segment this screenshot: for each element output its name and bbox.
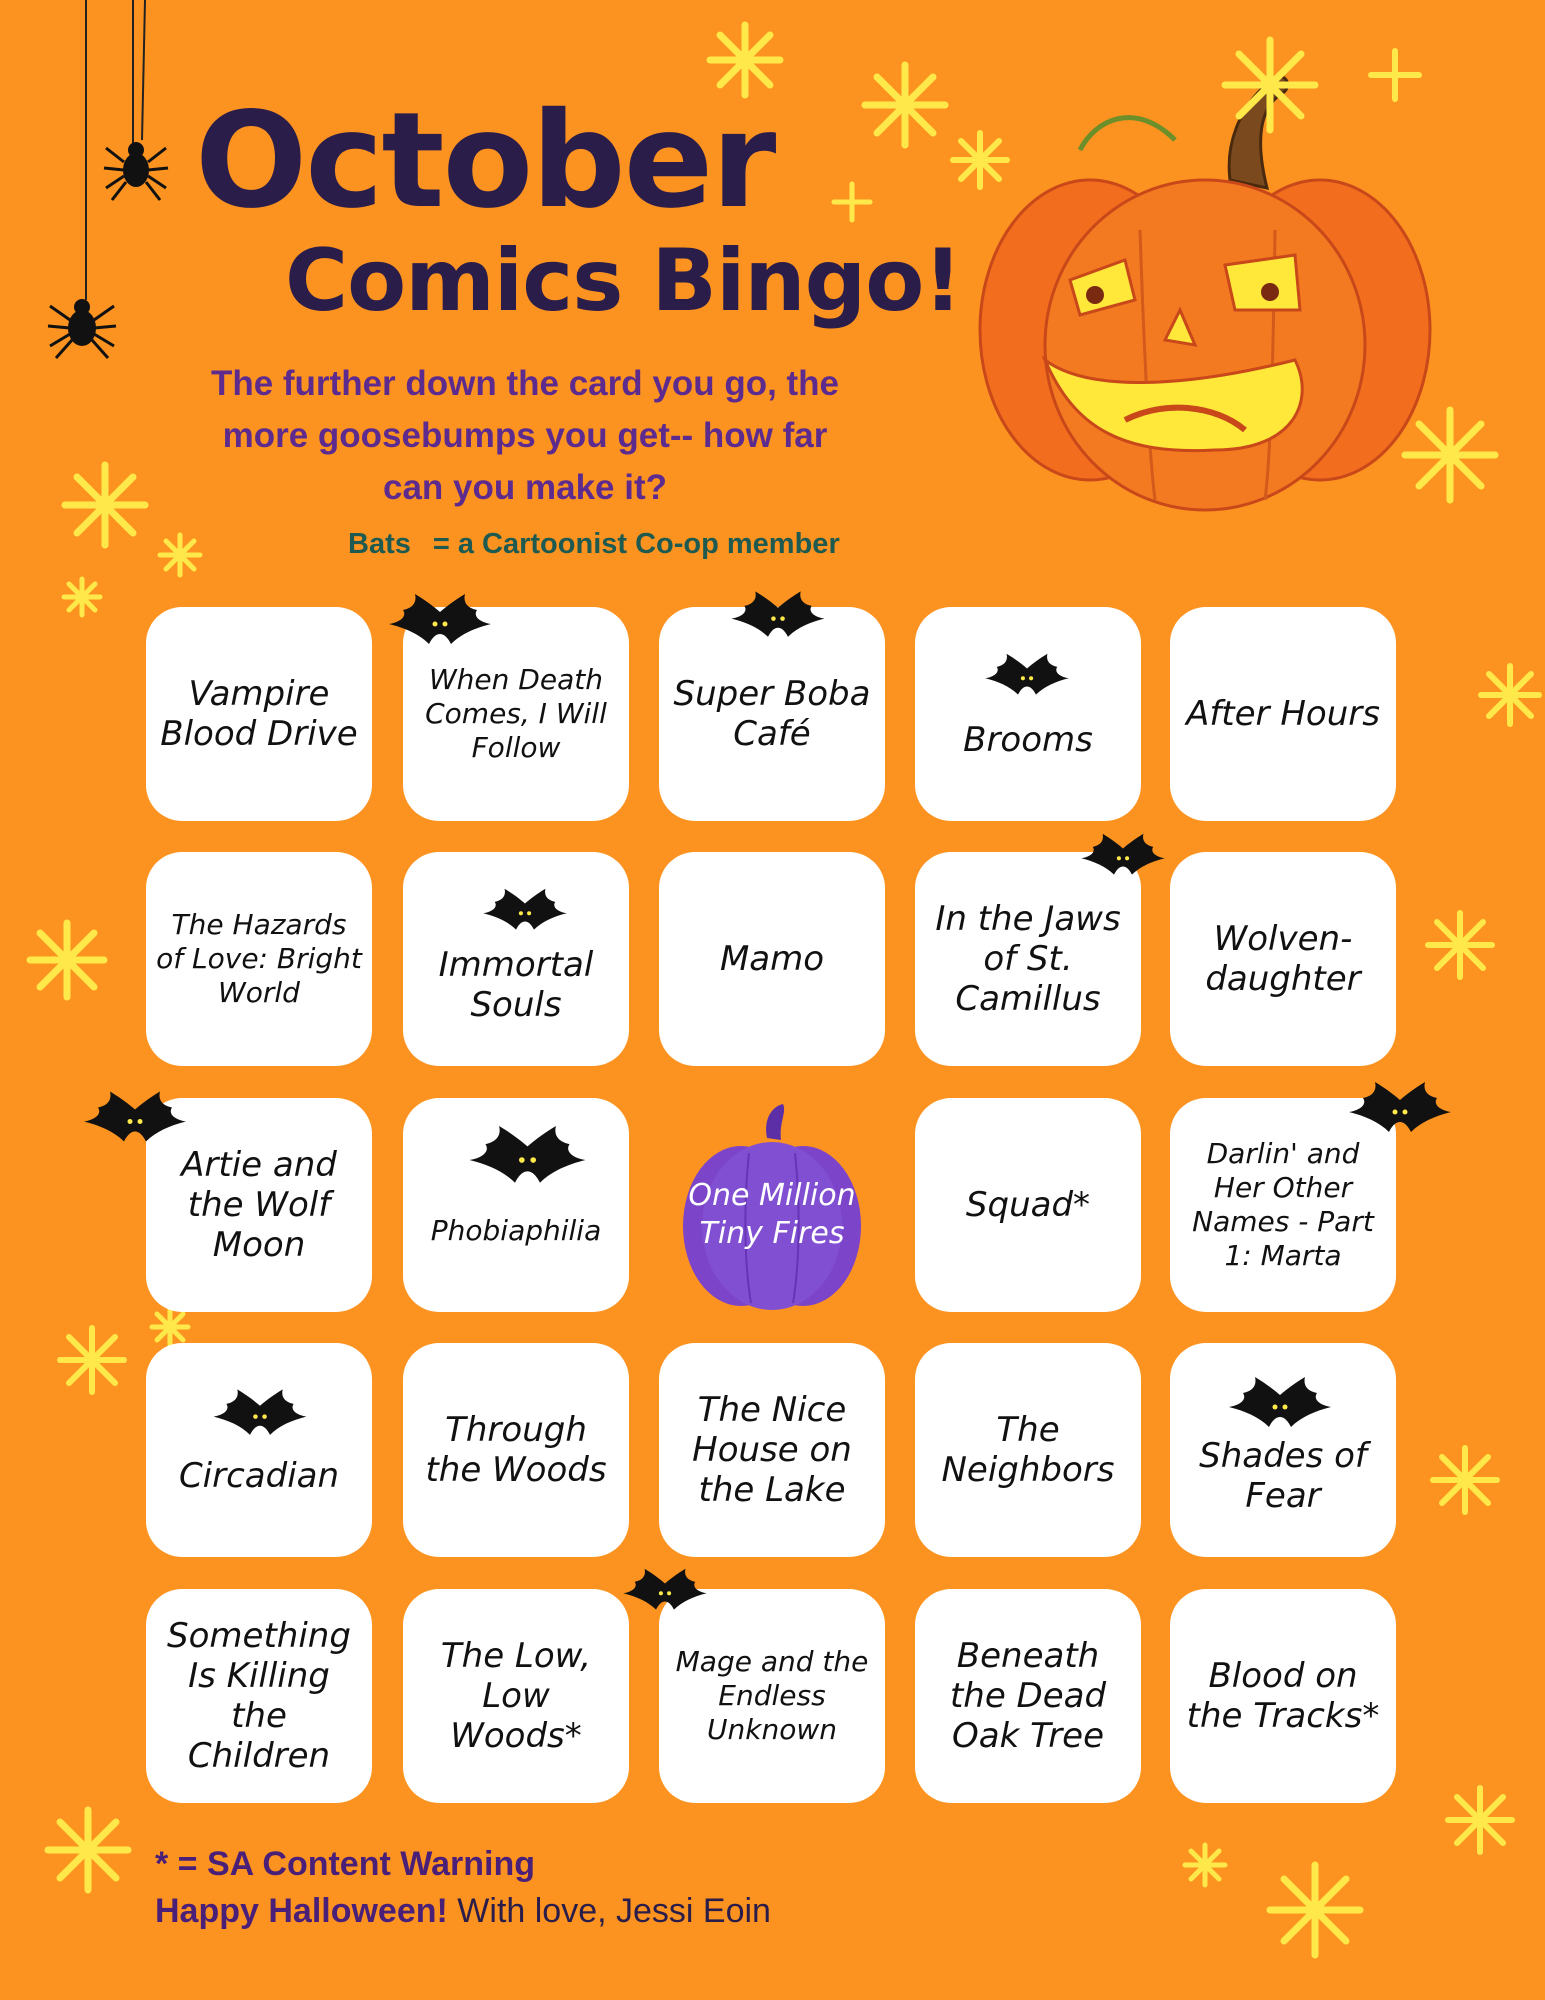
bingo-cell[interactable] <box>146 607 372 821</box>
sparkle-icon <box>1475 660 1545 730</box>
bat-icon <box>1078 820 1168 890</box>
legend-word: Bats <box>348 528 411 560</box>
bat-icon <box>210 1378 310 1448</box>
bingo-cell-title: Beneath the Dead Oak Tree <box>949 1636 1107 1756</box>
bingo-cell[interactable] <box>403 1343 629 1557</box>
bat-icon <box>385 590 495 650</box>
spider-icon <box>104 142 168 200</box>
bingo-cell[interactable] <box>915 1098 1141 1312</box>
greeting: Happy Halloween! <box>155 1892 448 1930</box>
bingo-cell-title: Mamo <box>719 939 825 979</box>
bingo-cell-title: The Nice House on the Lake <box>692 1390 852 1510</box>
bingo-cell-title: After Hours <box>1186 694 1380 734</box>
bat-icon <box>982 635 1072 715</box>
bingo-cell-title: Wolven-daughter <box>1205 919 1361 999</box>
free-space-title: One Million Tiny Fires <box>688 1178 856 1251</box>
bingo-cell[interactable] <box>146 1589 372 1803</box>
bingo-cell-title: Artie and the Wolf Moon <box>181 1145 337 1265</box>
bingo-cell-title: Blood on the Tracks* <box>1186 1656 1380 1736</box>
bingo-cell[interactable] <box>1170 1589 1396 1803</box>
bat-legend <box>348 528 840 561</box>
content-warning-note: * = SA Content Warning <box>155 1845 535 1883</box>
bingo-cell-title: Immortal Souls <box>438 945 594 1025</box>
sparkle-icon <box>1215 30 1325 140</box>
signoff <box>155 1892 771 1931</box>
bat-icon <box>480 870 570 950</box>
bingo-cell-title: Circadian <box>178 1456 340 1496</box>
signoff-text: With love, Jessi Eoin <box>457 1892 771 1930</box>
sparkle-icon <box>1420 905 1500 985</box>
sparkle-icon <box>55 455 155 555</box>
spider-icon <box>48 299 116 358</box>
bingo-cell[interactable] <box>146 1343 372 1557</box>
bingo-cell[interactable] <box>659 1343 885 1557</box>
sparkle-icon <box>1260 1855 1370 1965</box>
bat-icon <box>465 1118 590 1193</box>
bat-icon <box>728 585 828 645</box>
bingo-cell-title: Mage and the Endless Unknown <box>675 1645 869 1746</box>
bingo-cell-title: Brooms <box>963 720 1093 760</box>
title-line-1: October <box>195 84 775 238</box>
bingo-cell-title: Shades of Fear <box>1199 1436 1367 1516</box>
bingo-cell-title: When Death Comes, I Will Follow <box>425 663 607 764</box>
bingo-cell[interactable] <box>146 852 372 1066</box>
bingo-cell-title: Darlin' and Her Other Names - Part 1: Marta <box>1192 1137 1374 1272</box>
sparkle-icon <box>1425 1440 1505 1520</box>
free-space-cell[interactable] <box>659 1098 885 1312</box>
sparkle-icon <box>855 55 955 155</box>
sparkle-icon <box>155 530 205 580</box>
subtitle: The further down the card you go, the more goosebumps you get-- how far can you make it? <box>210 364 840 507</box>
hanging-spiders <box>40 0 200 380</box>
sparkle-icon <box>1440 1780 1520 1860</box>
sparkle-icon <box>945 125 1015 195</box>
bingo-cell-title: Phobiaphilia <box>430 1214 602 1247</box>
sparkle-icon <box>1180 1840 1230 1890</box>
sparkle-icon <box>22 915 112 1005</box>
bingo-cell[interactable] <box>915 1589 1141 1803</box>
legend-text: = a Cartoonist Co-op member <box>432 528 840 560</box>
sparkle-icon <box>38 1800 138 1900</box>
bat-icon <box>1225 1368 1335 1438</box>
bingo-cell-title: Super Boba Café <box>673 674 871 754</box>
sparkle-icon <box>1365 45 1425 105</box>
title-line-2: Comics Bingo! <box>285 231 962 331</box>
bat-icon <box>80 1085 190 1150</box>
bingo-cell-title: In the Jaws of St. Camillus <box>935 899 1121 1019</box>
sparkle-icon <box>1395 400 1505 510</box>
sparkle-icon <box>700 15 790 105</box>
bingo-cell[interactable] <box>403 1589 629 1803</box>
sparkle-icon <box>52 1320 132 1400</box>
bat-icon <box>620 1550 710 1630</box>
bat-icon <box>1345 1068 1455 1148</box>
bingo-cell[interactable] <box>659 852 885 1066</box>
bingo-cell-title: Through the Woods <box>425 1410 607 1490</box>
bingo-cell[interactable] <box>915 1343 1141 1557</box>
bingo-cell[interactable] <box>1170 852 1396 1066</box>
bingo-cell-title: The Hazards of Love: Bright World <box>156 908 362 1009</box>
bingo-cell-title: Vampire Blood Drive <box>160 674 358 754</box>
bingo-cell-title: Something Is Killing the Children <box>167 1616 351 1776</box>
bingo-cell-title: The Low, Low Woods* <box>440 1636 592 1756</box>
bingo-cell[interactable] <box>1170 607 1396 821</box>
bingo-cell-title: Squad* <box>965 1185 1091 1225</box>
bingo-cell-title: The Neighbors <box>941 1410 1115 1490</box>
sparkle-icon <box>830 180 874 224</box>
sparkle-icon <box>60 575 104 619</box>
